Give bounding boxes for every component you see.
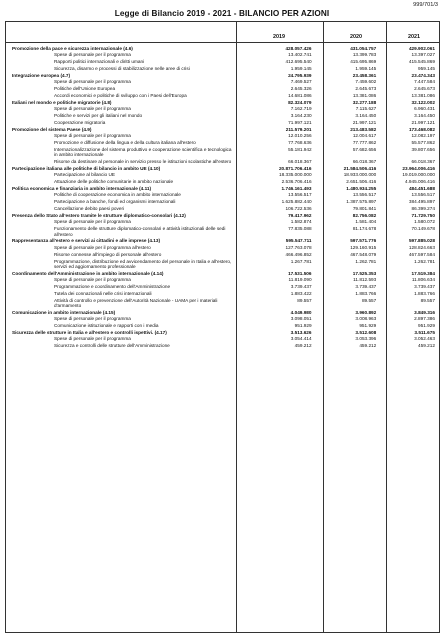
- action-row: [6, 52, 439, 57]
- value-2020: 89.557: [361, 297, 377, 303]
- value-2020: 66.018.367: [352, 159, 377, 165]
- action-row: [6, 106, 439, 111]
- value-2021: 13.397.027: [411, 52, 435, 58]
- value-2021: 2.645.673: [414, 86, 435, 92]
- program-row: [6, 100, 439, 105]
- row-label: Comunicazione istituzionale e rapporti con i media: [54, 323, 159, 329]
- program-row: [6, 166, 439, 171]
- action-row: [6, 291, 439, 296]
- value-2021: 70.149.678: [411, 226, 435, 232]
- value-2020: 7.115.627: [355, 106, 377, 112]
- row-label: Spese di personale per il programma: [54, 133, 131, 139]
- action-row: [6, 147, 439, 158]
- action-row: [6, 59, 439, 64]
- value-2021: 959.145: [418, 66, 435, 72]
- action-row: [6, 133, 439, 138]
- value-2019: 20.871.706.416: [278, 166, 312, 172]
- program-row: [6, 127, 439, 132]
- row-label: Partecipazione a banche, fondi ed organismi internazionali: [54, 199, 176, 205]
- row-label: Spese di personale per il programma: [54, 106, 131, 112]
- row-label: Accordi economici e politiche di sviluppo con i Paesi dell'Europa: [54, 93, 187, 99]
- value-2021: 415.545.869: [408, 59, 435, 65]
- value-2020: 3.008.963: [355, 316, 377, 322]
- value-2021: 384.495.897: [408, 199, 435, 205]
- row-label: Attuazione delle politiche comunitarie in ambito nazionale: [54, 179, 174, 185]
- value-2019: 211.579.201: [285, 126, 312, 132]
- value-2020: 57.682.656: [352, 146, 377, 152]
- value-2019: 17.531.506: [288, 270, 312, 276]
- value-2021: 19.019.000.000: [402, 172, 435, 178]
- value-2021: 71.729.750: [411, 213, 436, 219]
- value-2020: 3.164.450: [355, 113, 377, 119]
- value-2020: 17.525.353: [352, 270, 377, 276]
- value-2021: 23.474.343: [411, 72, 436, 78]
- budget-table: [5, 21, 440, 633]
- value-2020: 12.004.617: [352, 133, 377, 139]
- value-2020: 1.959.145: [355, 66, 377, 72]
- value-2019: 77.835.088: [288, 226, 312, 232]
- value-2021: 13.556.517: [411, 192, 435, 198]
- value-2019: 412.695.540: [285, 59, 312, 65]
- value-2020: 1.581.404: [355, 219, 377, 225]
- row-label: Spese di personale per il programma: [54, 336, 131, 342]
- value-2020: 3.512.608: [355, 329, 377, 335]
- program-row: [6, 73, 439, 78]
- value-2021: 86.399.274: [411, 206, 435, 212]
- value-2019: 7.469.527: [290, 79, 312, 85]
- value-2019: 55.181.942: [288, 146, 312, 152]
- value-2020: 21.584.506.416: [343, 166, 377, 172]
- action-row: [6, 66, 439, 71]
- value-2021: 1.262.781: [414, 258, 435, 264]
- value-2019: 18.335.000.000: [278, 172, 312, 178]
- table-body: [6, 46, 439, 350]
- value-2020: 3.960.892: [355, 309, 377, 315]
- value-2019: 79.417.962: [288, 213, 312, 219]
- row-label: Sicurezza delle strutture in Italia e all'estero e controlli ispettivi. (4.17): [12, 329, 167, 335]
- row-label: Spese di personale per il programma: [54, 219, 131, 225]
- row-label: Italiani nel mondo e politiche migratorie (4.8): [12, 99, 112, 105]
- row-label: Politiche e servizi per gli italiani nel mondo: [54, 113, 143, 119]
- value-2020: 18.933.000.000: [343, 172, 377, 178]
- value-2019: 4.049.980: [290, 309, 312, 315]
- value-2019: 13.402.741: [288, 52, 312, 58]
- value-2021: 128.824.663: [408, 244, 435, 250]
- row-label: Attività di controllo e prevenzione dell'Autorità Nazionale - UAMA per i materiali d'armamento: [54, 297, 218, 309]
- value-2021: 32.122.002: [411, 99, 436, 105]
- value-2021: 484.451.688: [408, 186, 436, 192]
- table-header: [6, 22, 439, 43]
- value-2021: 3.739.437: [414, 283, 435, 289]
- value-2020: 597.571.776: [350, 238, 377, 244]
- value-2019: 77.768.636: [288, 140, 312, 146]
- value-2020: 213.483.582: [350, 126, 377, 132]
- row-label: Comunicazione in ambito internazionale (4.15): [12, 309, 116, 315]
- value-2021: 89.557: [420, 297, 435, 303]
- value-2019: 127.763.078: [285, 244, 312, 250]
- row-label: Internazionalizzazione del sistema produttivo e cooperazione scientifica e tecnologica in ambito internazionale: [54, 146, 232, 158]
- row-label: Partecipazione italiana alle politiche di bilancio in ambito UE (4.10): [12, 166, 161, 172]
- value-2021: 66.018.367: [411, 159, 435, 165]
- row-label: Risorse da destinare al personale in servizio presso le istituzioni scolastiche all'estero: [54, 159, 232, 165]
- row-label: Promozione e diffusione della lingua e della cultura italiana all'estero: [54, 140, 196, 146]
- value-2020: 3.739.437: [355, 283, 377, 289]
- row-label: Promozione della pace e sicurezza internazionale (4.6): [12, 46, 133, 51]
- value-2021: 3.849.316: [414, 309, 436, 315]
- value-2019: 24.795.939: [288, 72, 312, 78]
- value-2019: 3.513.626: [290, 329, 312, 335]
- action-row: [6, 179, 439, 184]
- row-label: Politiche dell'Unione Europea: [54, 86, 116, 92]
- row-label: Rappresentanza all'estero e servizi ai cittadini e alle imprese (4.13): [12, 238, 161, 244]
- value-2019: 89.557: [297, 297, 312, 303]
- row-label: Presenza dello Stato all'estero tramite le strutture diplomatico-consolari (4.12): [12, 213, 186, 219]
- action-row: [6, 206, 439, 211]
- value-2020: 13.399.783: [352, 52, 377, 58]
- row-label: Rapporti politici internazionali e diritti umani: [54, 59, 145, 65]
- value-2019: 11.819.090: [288, 277, 312, 283]
- value-2021: 2.897.386: [414, 316, 435, 322]
- page-title: Legge di Bilancio 2019 - 2021 - BILANCIO PER AZIONI: [114, 9, 330, 18]
- value-2021: 21.997.121: [411, 120, 435, 126]
- action-row: [6, 172, 439, 177]
- row-label: Risorse connesse all'impiego di personale all'estero: [54, 251, 162, 257]
- value-2020: 79.801.841: [352, 206, 377, 212]
- row-label: Politica economica e finanziaria in ambito internazionale (4.11): [12, 186, 152, 192]
- row-label: Integrazione europea (4.7): [12, 72, 71, 78]
- value-2020: 467.548.079: [350, 251, 377, 257]
- value-2019: 66.018.367: [288, 159, 312, 165]
- value-2021: 13.381.086: [411, 93, 435, 99]
- value-2019: 3.098.051: [290, 316, 312, 322]
- value-2019: 13.556.517: [288, 192, 312, 198]
- action-row: [6, 113, 439, 118]
- value-2019: 1.582.874: [290, 219, 312, 225]
- value-2020: 1.262.781: [355, 258, 377, 264]
- value-2021: 4.945.006.416: [405, 179, 435, 185]
- value-2019: 14.681.086: [288, 93, 312, 99]
- value-2020: 77.777.862: [352, 140, 377, 146]
- value-2021: 55.577.862: [411, 140, 435, 146]
- value-2021: 459.212: [418, 343, 435, 349]
- row-label: Cooperazione migratoria: [54, 120, 106, 126]
- value-2020: 129.160.915: [350, 244, 377, 250]
- program-row: [6, 330, 439, 335]
- action-row: [6, 259, 439, 270]
- value-2021: 3.052.463: [414, 336, 435, 342]
- value-2019: 3.164.230: [290, 113, 312, 119]
- action-row: [6, 298, 439, 309]
- row-label: Partecipazione al bilancio UE: [54, 172, 115, 178]
- value-2019: 466.496.852: [285, 251, 312, 257]
- action-row: [6, 284, 439, 289]
- value-2020: 32.277.188: [352, 99, 377, 105]
- value-2020: 7.459.602: [355, 79, 377, 85]
- program-row: [6, 271, 439, 276]
- action-row: [6, 323, 439, 328]
- program-row: [6, 186, 439, 191]
- action-row: [6, 93, 439, 98]
- action-row: [6, 120, 439, 125]
- program-row: [6, 238, 439, 243]
- row-label: Promozione del sistema Paese (4.9): [12, 126, 92, 132]
- value-2020: 82.756.082: [352, 213, 377, 219]
- row-label: Programmazione, distribuzione ed avvicendamento del personale in Italia e all'estero, servizi ed aggiornamento professionale: [54, 258, 232, 269]
- value-2019: 3.739.437: [290, 283, 312, 289]
- value-2021: 39.807.656: [411, 146, 435, 152]
- value-2019: 2.536.706.416: [281, 179, 312, 185]
- action-row: [6, 316, 439, 321]
- year-header-2019: 2019: [273, 34, 285, 40]
- value-2021: 17.519.384: [411, 270, 436, 276]
- row-label: Sicurezza e controlli delle strutture dell'Amministrazione: [54, 343, 170, 349]
- action-row: [6, 226, 439, 237]
- action-row: [6, 343, 439, 348]
- row-label: Spese di personale per il programma: [54, 277, 131, 283]
- row-label: Politiche di cooperazione economica in ambito internazionale: [54, 192, 181, 198]
- value-2019: 595.547.711: [285, 238, 312, 244]
- value-2020: 1.883.766: [355, 290, 377, 296]
- row-label: Tutela dei connazionali nelle crisi internazionali: [54, 290, 152, 296]
- action-row: [6, 86, 439, 91]
- value-2019: 7.162.719: [290, 106, 312, 112]
- action-row: [6, 159, 439, 164]
- value-2020: 3.053.396: [355, 336, 377, 342]
- value-2021: 1.580.072: [414, 219, 435, 225]
- action-row: [6, 245, 439, 250]
- action-row: [6, 140, 439, 145]
- value-2021: 11.806.634: [411, 277, 435, 283]
- value-2021: 7.447.584: [414, 79, 435, 85]
- value-2020: 1.480.934.255: [346, 186, 377, 192]
- value-2021: 173.468.082: [408, 126, 436, 132]
- row-label: Spese di personale per il programma all'estero: [54, 244, 151, 250]
- row-label: Coordinamento dell'Amministrazione in ambito internazionale (4.14): [12, 270, 164, 276]
- value-2021: 3.511.675: [414, 329, 436, 335]
- value-2019: 2.645.326: [290, 86, 312, 92]
- value-2021: 1.883.766: [414, 290, 435, 296]
- value-2021: 3.164.450: [414, 113, 435, 119]
- value-2021: 951.929: [418, 323, 435, 329]
- value-2019: 106.722.536: [285, 206, 312, 212]
- row-label: Cancellazione debito paesi poveri: [54, 206, 125, 212]
- row-label: Spese di personale per il programma: [54, 316, 131, 322]
- value-2019: 428.057.426: [285, 46, 312, 51]
- value-2019: 12.010.256: [288, 133, 312, 139]
- value-2021: 429.902.061: [408, 46, 436, 51]
- year-header-2020: 2020: [350, 34, 362, 40]
- program-row: [6, 310, 439, 315]
- action-row: [6, 336, 439, 341]
- value-2020: 459.212: [359, 343, 377, 349]
- value-2019: 951.929: [294, 323, 312, 329]
- value-2019: 82.324.079: [288, 99, 312, 105]
- value-2020: 13.556.517: [352, 192, 377, 198]
- action-row: [6, 252, 439, 257]
- value-2020: 23.458.361: [352, 72, 377, 78]
- action-row: [6, 79, 439, 84]
- action-row: [6, 219, 439, 224]
- value-2020: 13.381.086: [352, 93, 377, 99]
- program-row: [6, 46, 439, 51]
- value-2021: 23.964.006.416: [402, 166, 436, 172]
- action-row: [6, 277, 439, 282]
- value-2020: 415.695.869: [350, 59, 377, 65]
- value-2021: 597.885.028: [408, 238, 436, 244]
- program-row: [6, 213, 439, 218]
- value-2020: 2.651.506.416: [346, 179, 377, 185]
- row-label: Funzionamento delle strutture diplomatico-consolari e attività istituzionali delle sedi all'estero: [54, 226, 226, 237]
- row-label: Programmazione e coordinamento dell'Amministrazione: [54, 283, 171, 289]
- value-2020: 11.812.593: [353, 277, 377, 283]
- row-label: Spese di personale per il programma: [54, 52, 131, 58]
- value-2020: 81.174.678: [352, 226, 377, 232]
- action-row: [6, 199, 439, 204]
- value-2019: 459.212: [294, 343, 312, 349]
- value-2021: 467.597.584: [408, 251, 435, 257]
- value-2020: 2.645.673: [355, 86, 377, 92]
- value-2021: 12.082.197: [411, 133, 435, 139]
- value-2019: 1.267.781: [290, 258, 312, 264]
- value-2019: 71.997.121: [288, 120, 312, 126]
- year-header-2021: 2021: [408, 34, 420, 40]
- value-2019: 1.625.882.440: [281, 199, 312, 205]
- value-2020: 431.054.757: [350, 46, 377, 51]
- value-2021: 6.960.431: [414, 106, 435, 112]
- value-2019: 1.746.161.493: [281, 186, 312, 192]
- value-2020: 21.997.121: [352, 120, 377, 126]
- page-code: 999/701/3: [413, 2, 438, 8]
- value-2019: 1.883.422: [290, 290, 312, 296]
- row-label: Sicurezza, disarmo e processi di stabilizzazione nelle aree di crisi: [54, 66, 190, 72]
- value-2020: 951.929: [359, 323, 377, 329]
- row-label: Spese di personale per il programma: [54, 79, 131, 85]
- value-2020: 1.387.575.897: [346, 199, 377, 205]
- value-2019: 3.054.414: [290, 336, 312, 342]
- action-row: [6, 192, 439, 197]
- value-2019: 1.959.145: [290, 66, 312, 72]
